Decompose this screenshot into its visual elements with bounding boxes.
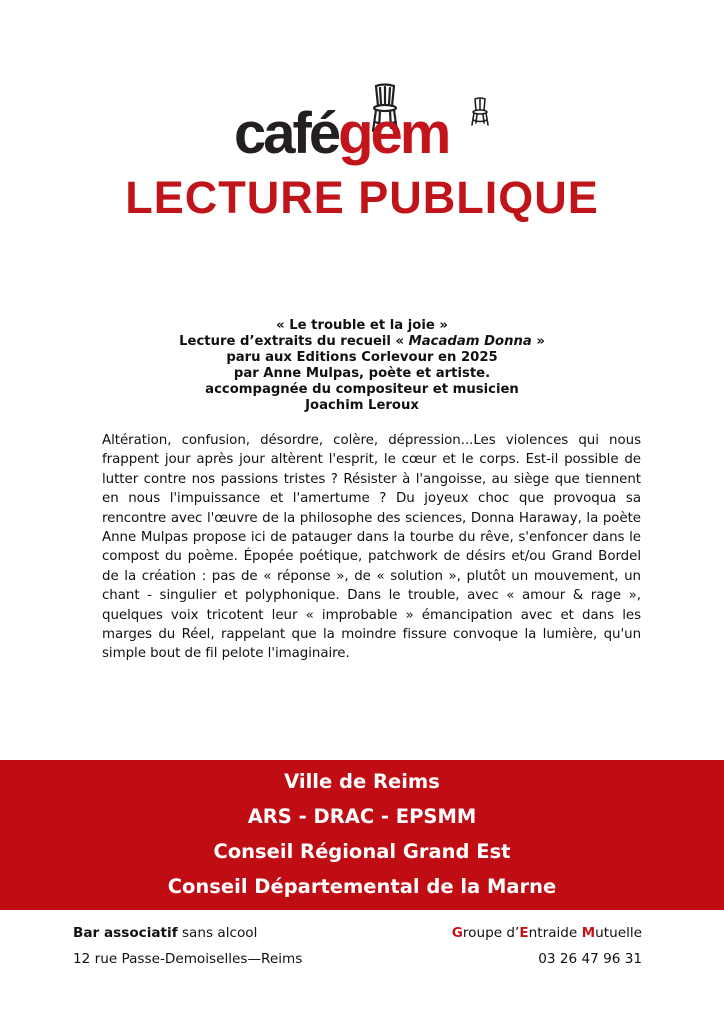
partner-2: ARS - DRAC - EPSMM	[247, 805, 477, 828]
event-subtitle	[0, 318, 724, 414]
gem-letter-g: G	[451, 925, 463, 941]
subtitle-line-2	[0, 334, 724, 350]
partner-4: Conseil Départemental de la Marne	[167, 875, 557, 898]
subtitle-line-5: accompagnée du compositeur et musicien	[205, 382, 519, 397]
logo-cafe: café	[234, 101, 339, 166]
subtitle-line-4: par Anne Mulpas, poète et artiste.	[233, 366, 491, 381]
cafegem-logo	[0, 40, 724, 166]
logo-wordmark	[234, 101, 449, 166]
footer-phone: 03 26 47 96 31	[538, 951, 642, 967]
footer-bar-bold: Bar associatif	[73, 925, 178, 941]
subtitle-line-2-prefix: Lecture d’extraits du recueil «	[179, 334, 405, 349]
subtitle-line-1: « Le trouble et la joie »	[276, 318, 448, 333]
book-title: Macadam Donna	[408, 334, 532, 349]
partner-1: Ville de Reims	[284, 770, 440, 793]
chair-small-icon	[470, 96, 490, 126]
subtitle-line-2-suffix: »	[536, 334, 545, 349]
event-description: Altération, confusion, désordre, colère, dépression...Les violences qui nous frappent jour après jour altèrent l'esprit, le cœur et le corps. Est-il possible de lutter contre nos passions tristes ? Résister à l'angoisse, au siège que tiennent en nous l'impuissance et l'amertume ? Du joyeux choc que provoqua sa rencontre avec l'œuvre de la philosophe des sciences, Donna Haraway, la poète Anne Mulpas propose ici de patauger dans la tourbe du rêve, s'enfoncer dans le compost du poème. Épopée poétique, patchwork de désirs et/ou Grand Bordel de la création : pas de « réponse », de « solution », plutôt un mouvement, un chant - singulier et polyphonique. Dans le trouble, avec « amour & rage », quelques voix tricotent leur « improbable » émancipation avec et dans les marges du Réel, rappelant que la moindre fissure convoque la lumière, qu'un simple bout de fil pelote l'imaginaire.	[102, 433, 641, 662]
gem-letter-m: M	[581, 925, 596, 941]
partner-3: Conseil Régional Grand Est	[213, 840, 511, 863]
subtitle-line-3: paru aux Editions Corlevour en 2025	[226, 350, 498, 365]
subtitle-line-6: Joachim Leroux	[305, 398, 419, 413]
gem-part-1: roupe d’	[462, 925, 520, 941]
footer-bar-type	[73, 925, 257, 941]
gem-part-3: utuelle	[595, 925, 642, 941]
page-title: LECTURE PUBLIQUE	[125, 172, 599, 223]
footer-gem-name	[452, 925, 642, 941]
partners-band	[0, 760, 724, 910]
logo-gem: gem	[338, 101, 449, 166]
footer-address: 12 rue Passe-Demoiselles—Reims	[73, 951, 303, 967]
footer-bar-rest: sans alcool	[177, 925, 258, 941]
gem-letter-e: E	[519, 925, 529, 941]
gem-part-2: ntraide	[528, 925, 582, 941]
